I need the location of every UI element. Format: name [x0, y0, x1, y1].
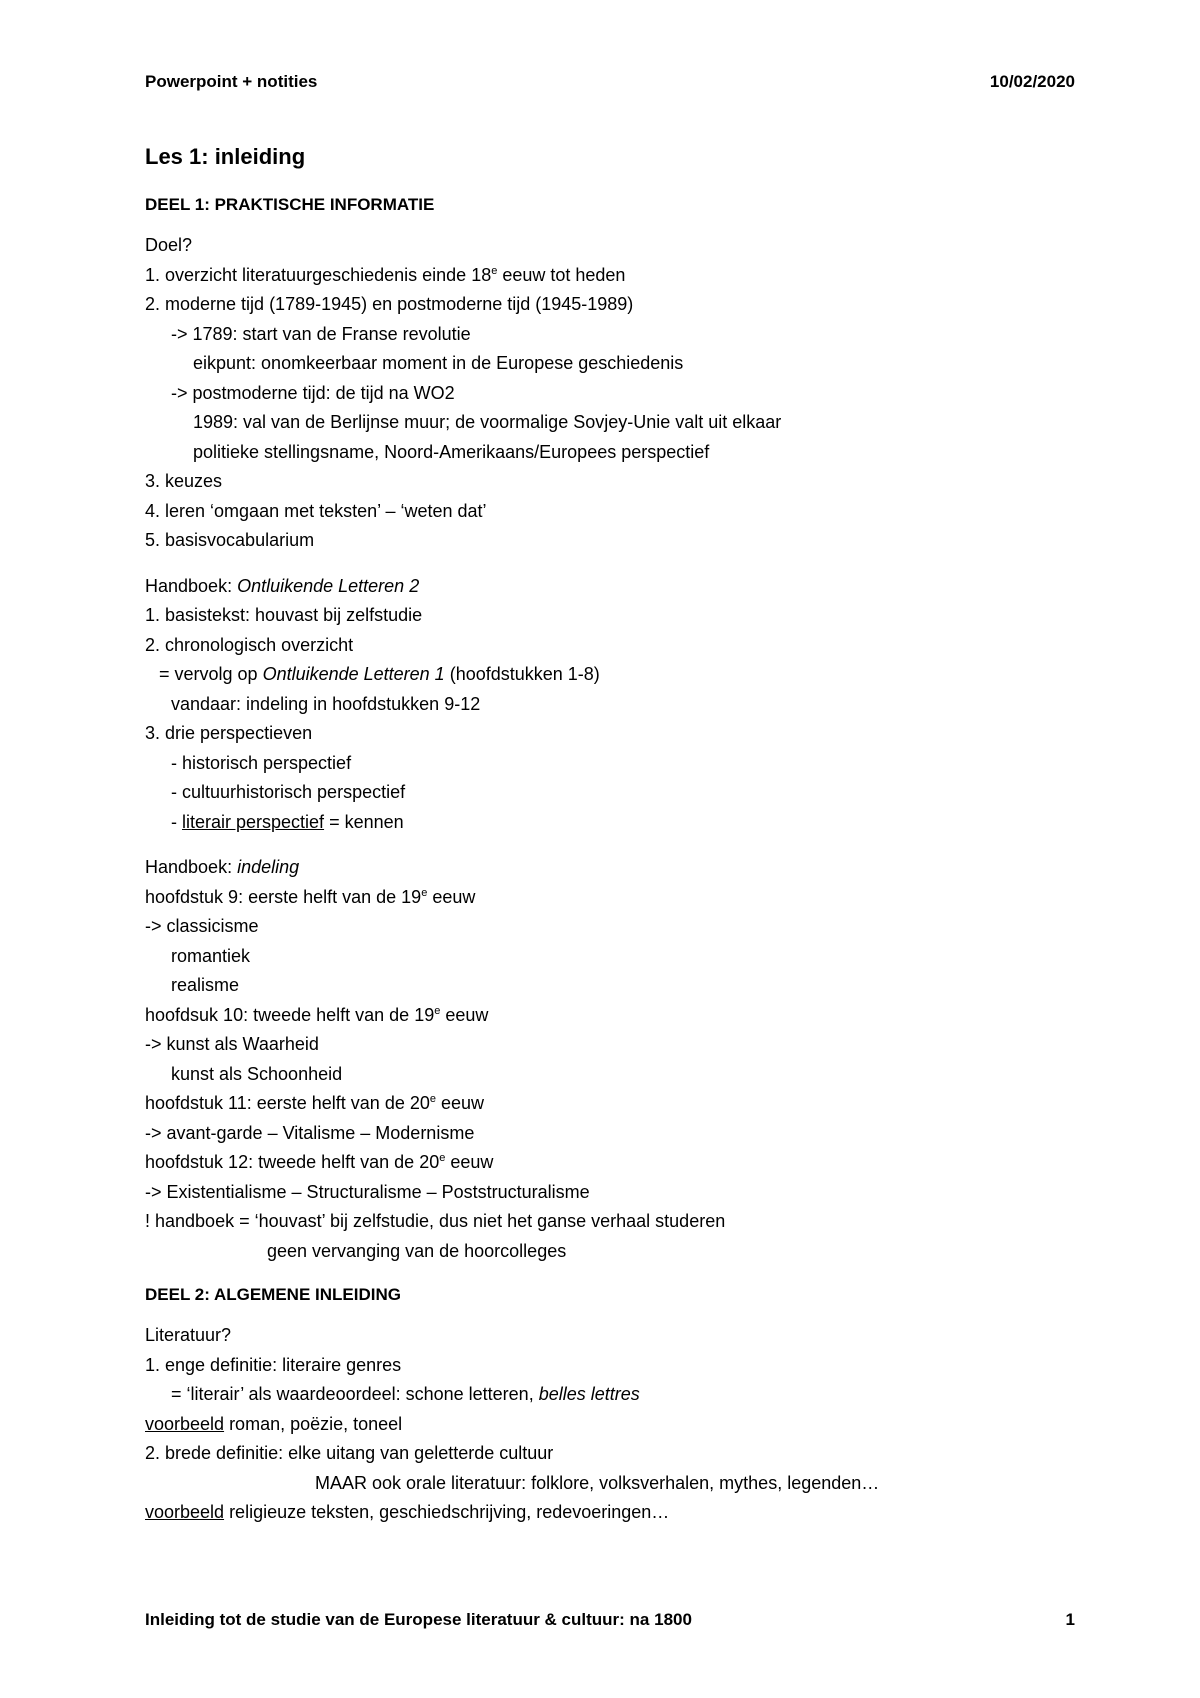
handboek-note-1: ! handboek = ‘houvast’ bij zelfstudie, dus niet het ganse verhaal studeren [145, 1211, 726, 1231]
hoofdstuk-9-line-3: realisme [171, 975, 240, 995]
handboek-line-8: - literair perspectief = kennen [171, 811, 404, 832]
doel-line-7: politieke stellingsname, Noord-Amerikaans/Europees perspectief [193, 441, 710, 462]
header-date: 10/02/2020 [989, 72, 1075, 91]
doel-line-6: 1989: val van de Berlijnse muur; de voormalige Sovjey-Unie valt uit elkaar [193, 412, 782, 432]
page-title: Les 1: inleiding [145, 144, 306, 169]
doel-line-4: eikpunt: onomkeerbaar moment in de Europese geschiedenis [193, 353, 684, 373]
indeling-label: Handboek: indeling [145, 857, 300, 877]
literatuur-line-5: MAAR ook orale literatuur: folklore, volksverhalen, mythes, legenden… [315, 1472, 880, 1493]
literatuur-line-3: voorbeeld roman, poëzie, toneel [145, 1413, 403, 1434]
handboek-line-4: vandaar: indeling in hoofdstukken 9-12 [171, 693, 481, 714]
handboek-line-6: - historisch perspectief [171, 752, 352, 773]
document-body [145, 142, 1075, 1528]
page-number: 1 [1065, 1610, 1075, 1629]
doel-line-5: -> postmoderne tijd: de tijd na WO2 [171, 382, 455, 403]
handboek-line-1: 1. basistekst: houvast bij zelfstudie [145, 605, 423, 625]
literatuur-line-6: voorbeeld religieuze teksten, geschiedschrijving, redevoeringen… [145, 1502, 670, 1522]
doel-line-2: 2. moderne tijd (1789-1945) en postmoderne tijd (1945-1989) [145, 294, 634, 314]
doel-line-9: 4. leren ‘omgaan met teksten’ – ‘weten dat’ [145, 500, 487, 521]
section-heading-deel1: DEEL 1: PRAKTISCHE INFORMATIE [145, 195, 435, 214]
hoofdstuk-11-line-1: -> avant-garde – Vitalisme – Modernisme [145, 1122, 475, 1143]
literatuur-label: Literatuur? [145, 1325, 232, 1345]
hoofdstuk-12: hoofdstuk 12: tweede helft van de 20e eeuw [145, 1152, 494, 1172]
handboek-line-3: = vervolg op Ontluikende Letteren 1 (hoofdstukken 1-8) [159, 664, 600, 684]
literatuur-line-1: 1. enge definitie: literaire genres [145, 1354, 402, 1375]
handboek-line-2: 2. chronologisch overzicht [145, 634, 354, 655]
handboek-label: Handboek: Ontluikende Letteren 2 [145, 575, 420, 596]
doel-line-3: -> 1789: start van de Franse revolutie [171, 323, 471, 344]
hoofdstuk-9: hoofdstuk 9: eerste helft van de 19e eeuw [145, 886, 476, 907]
footer-title: Inleiding tot de studie van de Europese literatuur & cultuur: na 1800 [145, 1610, 692, 1629]
hoofdstuk-9-line-2: romantiek [171, 945, 251, 966]
literatuur-line-4: 2. brede definitie: elke uitang van geletterde cultuur [145, 1443, 554, 1463]
handboek-note-2: geen vervanging van de hoorcolleges [267, 1240, 567, 1261]
hoofdstuk-10-line-1: -> kunst als Waarheid [145, 1034, 319, 1054]
doel-label: Doel? [145, 235, 193, 255]
hoofdstuk-10: hoofdsuk 10: tweede helft van de 19e eeuw [145, 1004, 489, 1025]
section-heading-deel2: DEEL 2: ALGEMENE INLEIDING [145, 1285, 401, 1304]
hoofdstuk-9-line-1: -> classicisme [145, 916, 259, 936]
doel-line-10: 5. basisvocabularium [145, 530, 315, 550]
doel-line-8: 3. keuzes [145, 471, 223, 491]
header-left: Powerpoint + notities [145, 72, 318, 91]
literatuur-line-2: = ‘literair’ als waardeoordeel: schone letteren, belles lettres [171, 1384, 640, 1404]
handboek-line-7: - cultuurhistorisch perspectief [171, 782, 406, 802]
handboek-line-5: 3. drie perspectieven [145, 723, 313, 743]
doel-line-1: 1. overzicht literatuurgeschiedenis einde 18e eeuw tot heden [145, 264, 626, 285]
hoofdstuk-10-line-2: kunst als Schoonheid [171, 1063, 343, 1084]
hoofdstuk-12-line-1: -> Existentialisme – Structuralisme – Poststructuralisme [145, 1181, 590, 1202]
hoofdstuk-11: hoofdstuk 11: eerste helft van de 20e eeuw [145, 1093, 485, 1113]
